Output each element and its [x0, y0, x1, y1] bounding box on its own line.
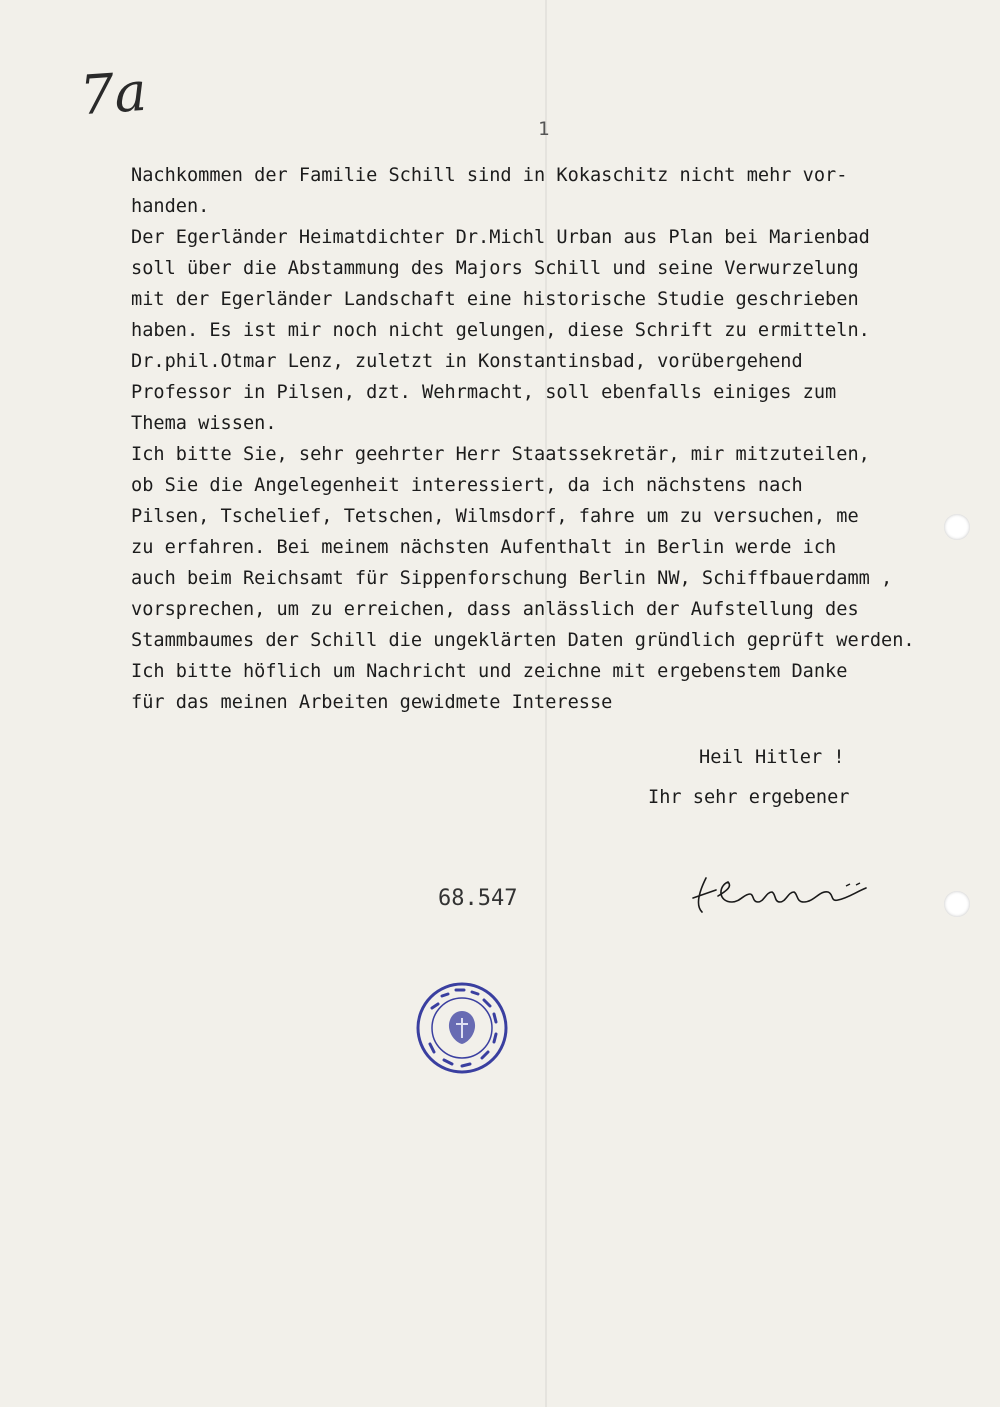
letter-body	[131, 160, 1000, 718]
handwritten-signature	[688, 868, 888, 922]
text-line: Thema wissen.	[131, 413, 277, 434]
salutation: Heil Hitler !	[699, 747, 845, 768]
text-line: haben. Es ist mir noch nicht gelungen, diese Schrift zu ermitteln.	[131, 320, 870, 341]
punch-hole	[944, 514, 970, 540]
text-line: für das meinen Arbeiten gewidmete Interesse	[131, 692, 613, 713]
page-number: 1	[538, 118, 550, 140]
handwritten-page-mark: 7a	[77, 59, 149, 128]
text-line: handen.	[131, 196, 210, 217]
text-line: ob Sie die Angelegenheit interessiert, da ich nächstens nach	[131, 475, 803, 496]
text-line: Dr.phil.Otmar Lenz, zuletzt in Konstantinsbad, vorübergehend	[131, 351, 803, 372]
text-line: Pilsen, Tschelief, Tetschen, Wilmsdorf, fahre um zu versuchen, me	[131, 506, 859, 527]
text-line: Ich bitte Sie, sehr geehrter Herr Staatssekretär, mir mitzuteilen,	[131, 444, 870, 465]
text-line: mit der Egerländer Landschaft eine historische Studie geschrieben	[131, 289, 859, 310]
text-line: Der Egerländer Heimatdichter Dr.Michl Urban aus Plan bei Marienbad	[131, 227, 870, 248]
closing-line: Ihr sehr ergebener	[648, 787, 850, 808]
text-line: vorsprechen, um zu erreichen, dass anlässlich der Aufstellung des	[131, 599, 859, 620]
text-line: Ich bitte höflich um Nachricht und zeichne mit ergebenstem Danke	[131, 661, 848, 682]
text-line: Nachkommen der Familie Schill sind in Kokaschitz nicht mehr vor-	[131, 165, 848, 186]
text-line: Stammbaumes der Schill die ungeklärten Daten gründlich geprüft werden.	[131, 630, 915, 651]
text-line: Professor in Pilsen, dzt. Wehrmacht, soll ebenfalls einiges zum	[131, 382, 837, 403]
text-line: soll über die Abstammung des Majors Schill und seine Verwurzelung	[131, 258, 859, 279]
text-line: auch beim Reichsamt für Sippenforschung Berlin NW, Schiffbauerdamm ,	[131, 568, 893, 589]
text-line: zu erfahren. Bei meinem nächsten Aufenthalt in Berlin werde ich	[131, 537, 837, 558]
official-stamp	[412, 978, 512, 1078]
file-number: 68.547	[438, 886, 518, 911]
punch-hole	[944, 891, 970, 917]
